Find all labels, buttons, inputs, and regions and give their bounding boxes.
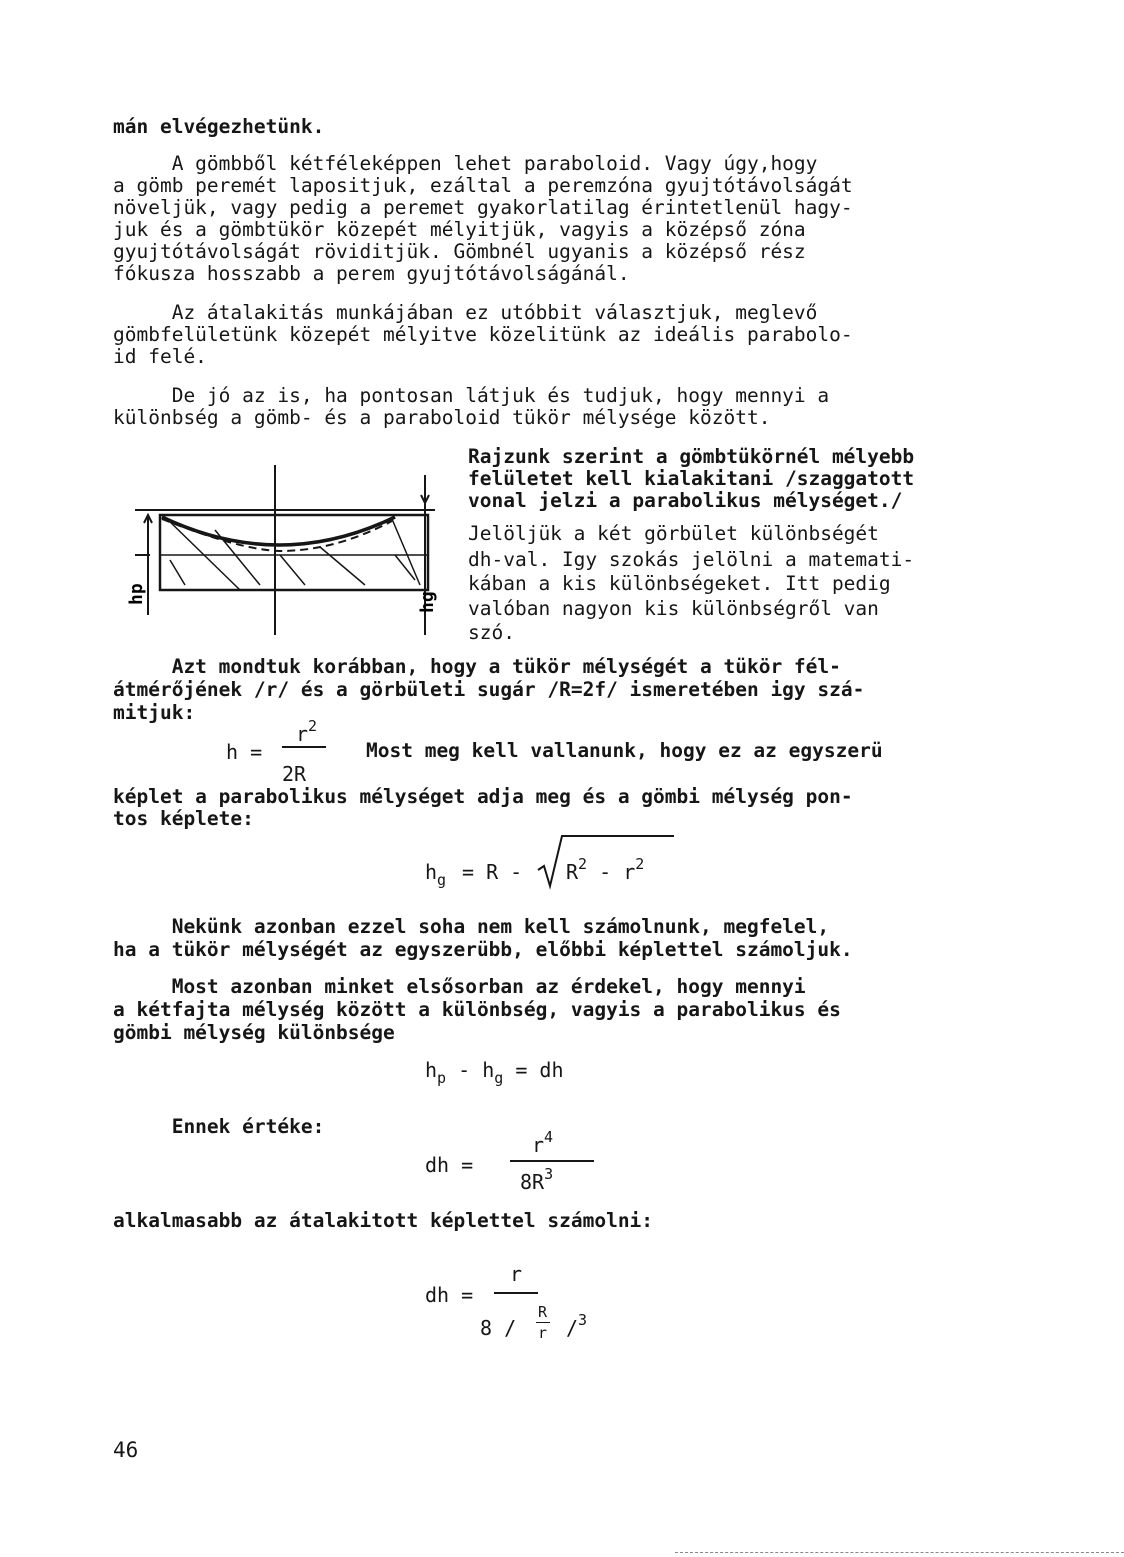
text-line: Jelöljük a két görbület különbségét bbox=[468, 522, 879, 545]
text-line: mán elvégezhetünk. bbox=[113, 115, 325, 138]
scan-edge-line bbox=[675, 1552, 1124, 1553]
fraction-bar bbox=[510, 1160, 594, 1162]
formula-denominator-a: 8 / bbox=[480, 1316, 517, 1340]
text-line: növeljük, vagy pedig a peremet gyakorlatilag érintetlenül hagy- bbox=[113, 196, 853, 219]
text-line: Azt mondtuk korábban, hogy a tükör mélységét a tükör fél- bbox=[113, 655, 841, 678]
formula-lhs: h = bbox=[226, 740, 263, 764]
formula-difference: $h_p - h_g$ = dh bbox=[425, 1058, 564, 1087]
text-line: felületet kell kialakitani /szaggatott bbox=[468, 467, 915, 490]
text-line: Most azonban minket elsősorban az érdekel, hogy mennyi bbox=[113, 975, 806, 998]
text-line: szó. bbox=[468, 621, 515, 644]
formula-numerator: r bbox=[510, 1262, 523, 1286]
formula-lhs: dh = bbox=[425, 1283, 474, 1307]
text-line: Nekünk azonban ezzel soha nem kell számolnunk, megfelel, bbox=[113, 915, 830, 938]
text-line: ha a tükör mélységét az egyszerübb, előbbi képlettel számoljuk. bbox=[113, 938, 853, 961]
text-line: valóban nagyon kis különbségről van bbox=[468, 597, 879, 620]
formula-numerator: $r^2$ bbox=[296, 717, 318, 746]
formula-denominator: $8R^3$ bbox=[520, 1165, 554, 1194]
text-line: különbség a gömb- és a paraboloid tükör mélysége között. bbox=[113, 406, 771, 429]
formula-denominator-b: /$^3$ bbox=[566, 1311, 588, 1340]
mirror-depth-diagram bbox=[126, 455, 450, 640]
text-line: gömbfelületünk közepét mélyitve közelitünk az ideális parabolo- bbox=[113, 323, 853, 346]
text-line: kában a kis különbségeket. Itt pedig bbox=[468, 572, 891, 595]
formula-inner-numerator: R bbox=[538, 1303, 548, 1321]
text-line: Most meg kell vallanunk, hogy ez az egyszerü bbox=[366, 739, 883, 762]
text-line: A gömbből kétféleképpen lehet paraboloid. Vagy úgy,hogy bbox=[113, 152, 818, 175]
formula-lhs: dh = bbox=[425, 1153, 474, 1177]
fraction-bar bbox=[494, 1292, 538, 1294]
formula-radicand: $R^2 - r^2$ bbox=[566, 855, 645, 884]
text-line: a gömb peremét lapositjuk, ezáltal a peremzóna gyujtótávolságát bbox=[113, 174, 853, 197]
page-number: 46 bbox=[113, 1438, 139, 1462]
formula-lhs: $h_g$ bbox=[425, 860, 447, 889]
diagram-label-hp: hp bbox=[126, 583, 147, 605]
formula-eq: = R - bbox=[462, 860, 523, 884]
text-line: mitjuk: bbox=[113, 701, 196, 724]
text-line: gömbi mélység különbsége bbox=[113, 1021, 395, 1044]
text-line: fókusza hosszabb a perem gyujtótávolságánál. bbox=[113, 262, 630, 285]
text-line: Ennek értéke: bbox=[113, 1115, 325, 1138]
fraction-bar bbox=[536, 1322, 550, 1323]
text-line: dh-val. Igy szokás jelölni a matemati- bbox=[468, 548, 915, 571]
formula-numerator: $r^4$ bbox=[532, 1128, 554, 1157]
text-line: De jó az is, ha pontosan látjuk és tudjuk, hogy mennyi a bbox=[113, 384, 830, 407]
formula-inner-denominator: r bbox=[538, 1324, 548, 1342]
formula-denominator: 2R bbox=[282, 762, 307, 786]
text-line: alkalmasabb az átalakitott képlettel számolni: bbox=[113, 1209, 654, 1232]
text-line: a kétfajta mélység között a különbség, vagyis a parabolikus és bbox=[113, 998, 841, 1021]
text-line: juk és a gömbtükör közepét mélyitjük, vagyis a középső zóna bbox=[113, 218, 806, 241]
text-line: képlet a parabolikus mélységet adja meg és a gömbi mélység pon- bbox=[113, 785, 853, 808]
text-line: Rajzunk szerint a gömbtükörnél mélyebb bbox=[468, 445, 915, 468]
text-line: id felé. bbox=[113, 345, 207, 368]
text-line: átmérőjének /r/ és a görbületi sugár /R=2f/ ismeretében igy szá- bbox=[113, 678, 865, 701]
text-line: gyujtótávolságát röviditjük. Gömbnél ugyanis a középső rész bbox=[113, 240, 806, 263]
fraction-bar bbox=[282, 746, 326, 748]
text-line: Az átalakitás munkájában ez utóbbit választjuk, meglevő bbox=[113, 301, 818, 324]
text-line: tos képlete: bbox=[113, 807, 254, 830]
text-line: vonal jelzi a parabolikus mélységet./ bbox=[468, 489, 903, 512]
diagram-label-hg: hg bbox=[417, 591, 438, 613]
